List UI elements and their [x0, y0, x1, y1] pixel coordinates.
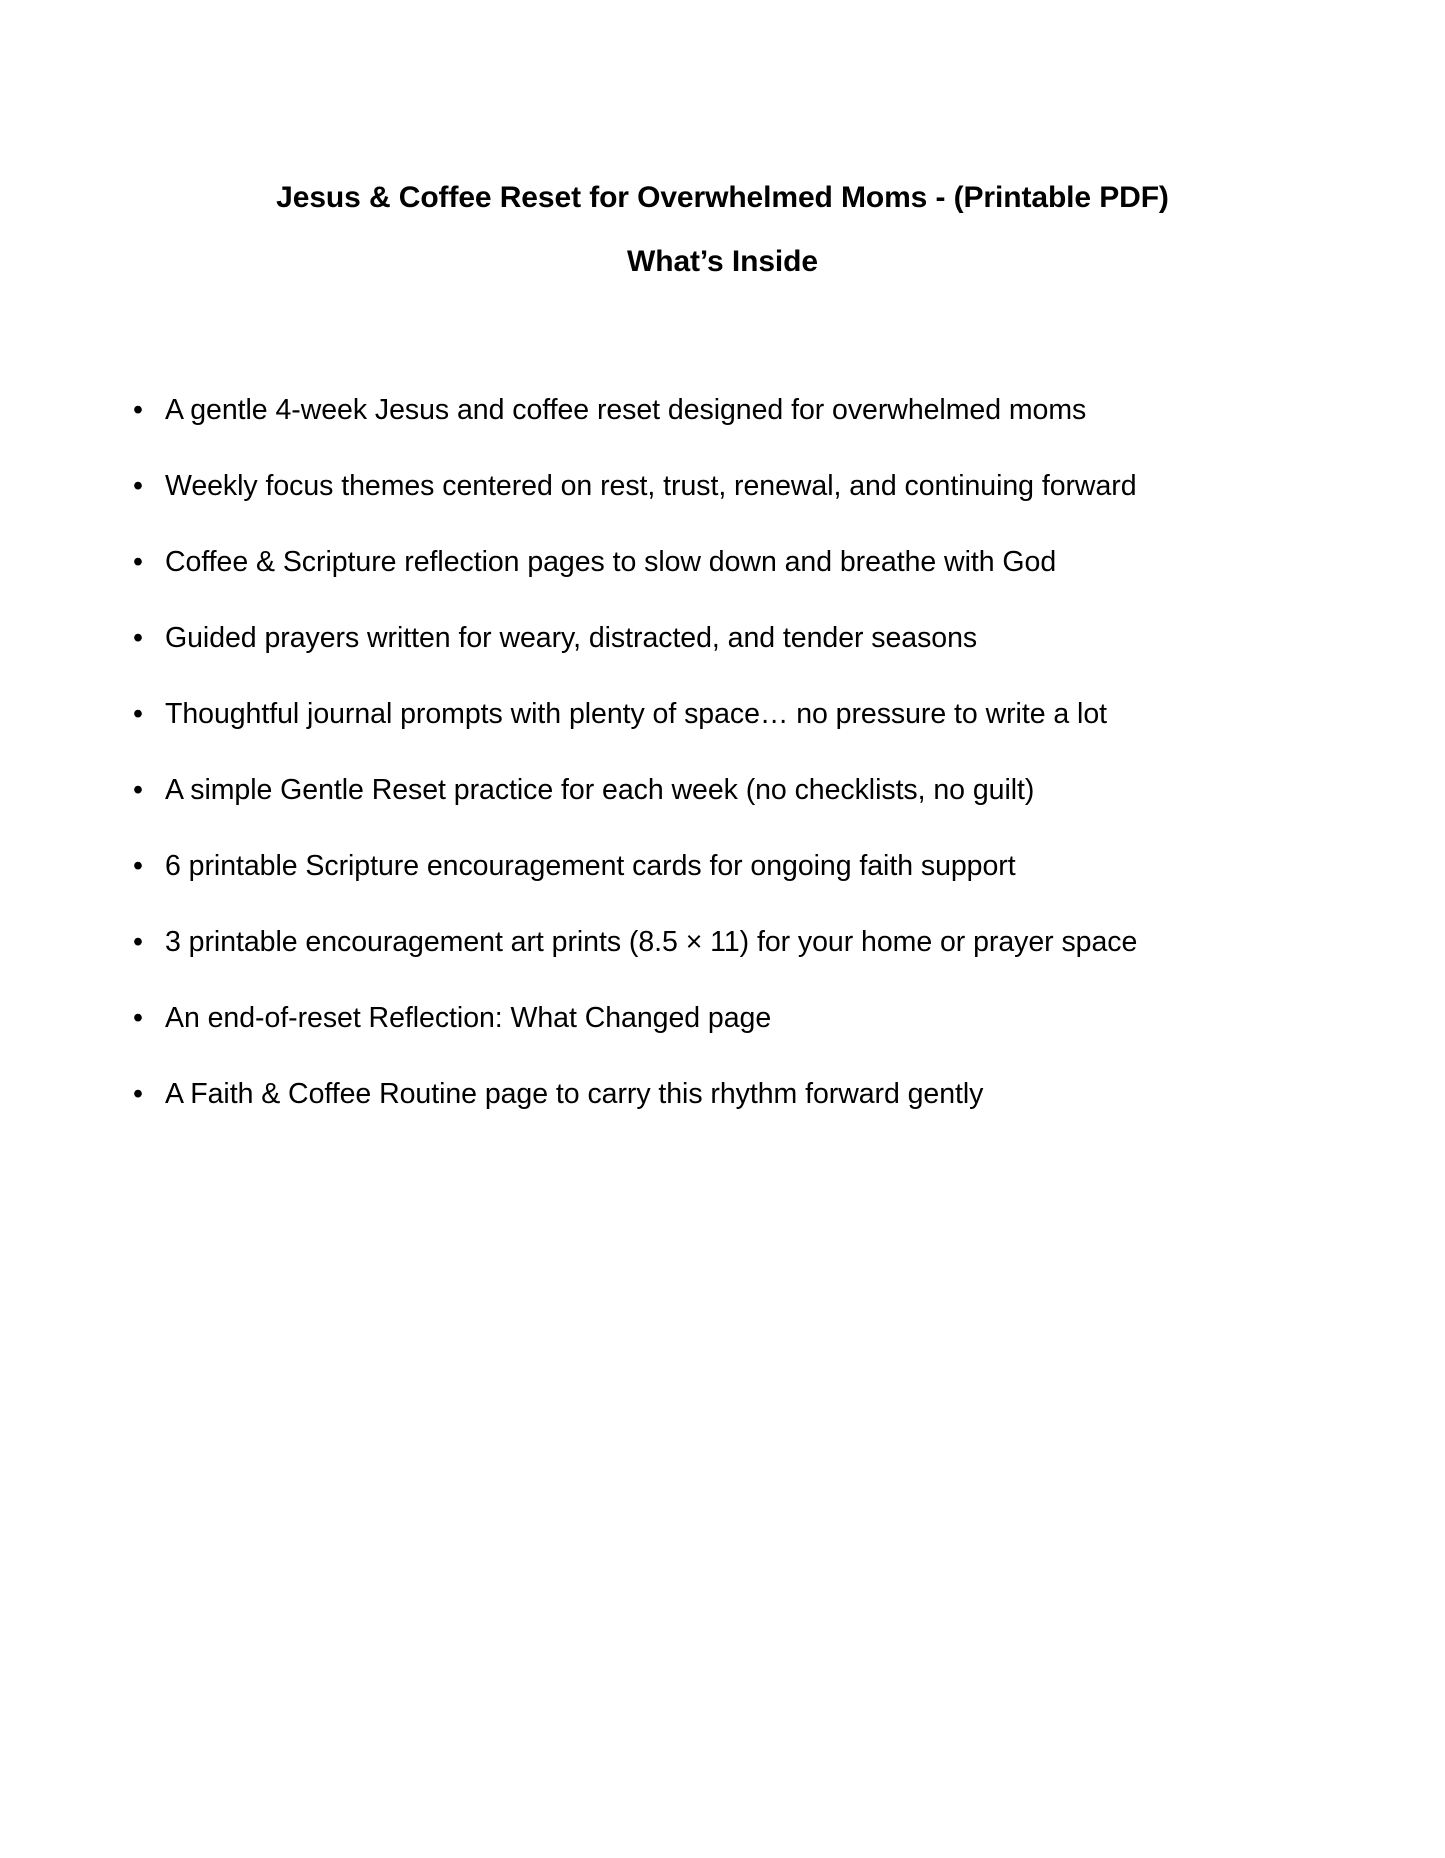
bullet-icon: • [133, 774, 143, 806]
list-item [133, 916, 1293, 969]
bullet-icon: • [133, 926, 143, 958]
page-subtitle: What’s Inside [627, 244, 818, 278]
bullet-icon: • [133, 470, 143, 502]
page-title: Jesus & Coffee Reset for Overwhelmed Moms - (Printable PDF) [276, 181, 1169, 214]
list-item [133, 992, 1293, 1045]
list-item-label: 3 printable encouragement art prints (8.5 × 11) for your home or prayer space [165, 926, 1138, 958]
bullet-icon: • [133, 1002, 143, 1034]
bullet-icon: • [133, 850, 143, 882]
list-item-label: A simple Gentle Reset practice for each week (no checklists, no guilt) [165, 774, 1035, 806]
bullet-icon: • [133, 698, 143, 730]
list-item [133, 536, 1293, 589]
list-item [133, 460, 1293, 513]
bullet-icon: • [133, 394, 143, 426]
list-item-label: Weekly focus themes centered on rest, trust, renewal, and continuing forward [165, 470, 1137, 502]
list-item-label: Thoughtful journal prompts with plenty of space… no pressure to write a lot [165, 698, 1107, 730]
list-item [133, 384, 1293, 437]
list-item [133, 1068, 1293, 1121]
list-item-label: Guided prayers written for weary, distracted, and tender seasons [165, 622, 978, 654]
list-item-label: A Faith & Coffee Routine page to carry this rhythm forward gently [165, 1078, 984, 1110]
list-item-label: A gentle 4-week Jesus and coffee reset designed for overwhelmed moms [165, 394, 1087, 426]
list-item-label: Coffee & Scripture reflection pages to slow down and breathe with God [165, 546, 1057, 578]
bullet-icon: • [133, 622, 143, 654]
bullet-icon: • [133, 1078, 143, 1110]
bullet-icon: • [133, 546, 143, 578]
list-item [133, 688, 1293, 741]
list-item-label: 6 printable Scripture encouragement cards for ongoing faith support [165, 850, 1016, 882]
list-item [133, 840, 1293, 893]
list-item-label: An end-of-reset Reflection: What Changed page [165, 1002, 772, 1034]
document-header [0, 178, 1445, 282]
list-item [133, 612, 1293, 665]
list-item [133, 764, 1293, 817]
whats-inside-list [133, 384, 1293, 1121]
